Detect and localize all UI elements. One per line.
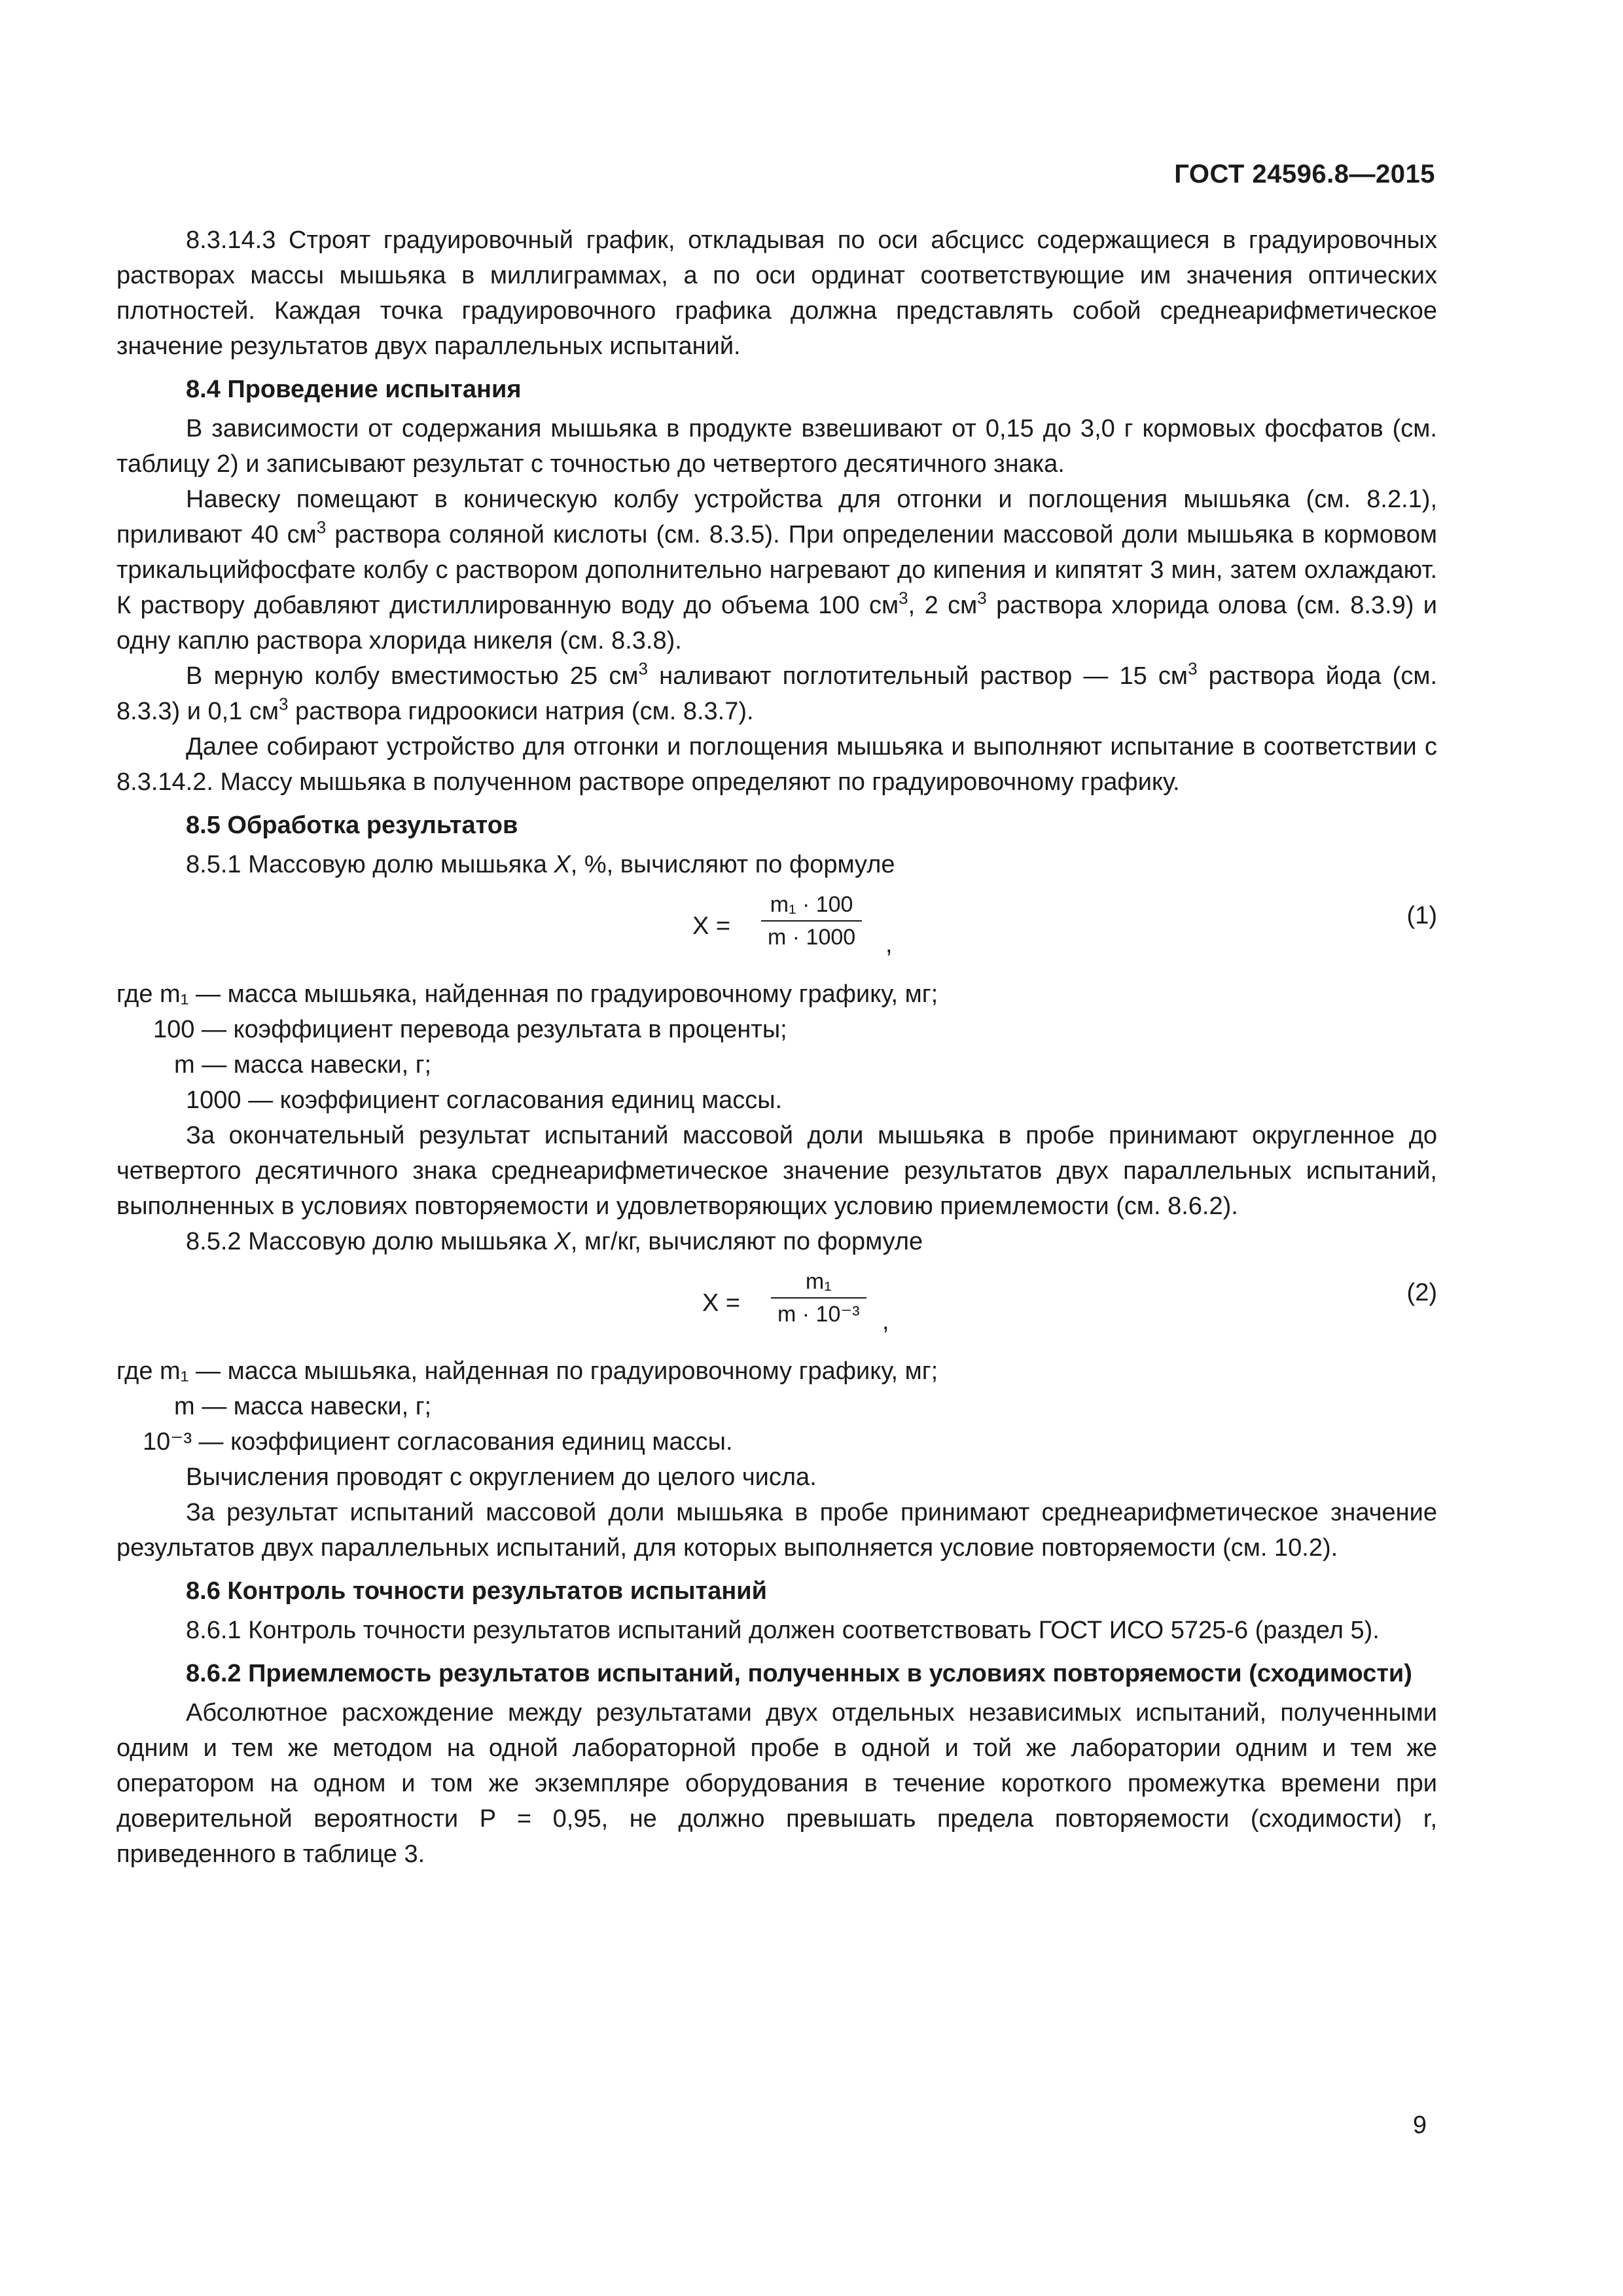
paragraph-8-3-14-3: 8.3.14.3 Строят градуировочный график, откладывая по оси абсцисс содержащиеся в градуировочных растворах массы мышьяка в миллиграммах, а по оси ординат соответствующие им значения оптических плотностей. Каждая точка градуировочного графика должна представлять собой среднеарифметическое значение результатов двух параллельных испытаний. <box>116 226 1437 360</box>
formula-1-denominator: m · 1000 <box>768 925 856 950</box>
where-2-10-3: 10⁻³ — коэффициент согласования единиц массы. <box>143 1428 733 1456</box>
formula-1 <box>116 889 1437 967</box>
standard-number: ГОСТ 24596.8—2015 <box>1174 160 1435 188</box>
paragraph-8-5-1: 8.5.1 Массовую долю мышьяка X, %, вычисляют по формуле <box>186 851 895 878</box>
page-content <box>116 223 1437 1872</box>
where-1-100: 100 — коэффициент перевода результата в проценты; <box>153 1016 787 1043</box>
formula-2-numerator: m₁ <box>805 1269 832 1294</box>
paragraph-8-5-2: 8.5.2 Массовую долю мышьяка X, мг/кг, вычисляют по формуле <box>186 1228 923 1255</box>
formula-2-number: (2) <box>1406 1279 1437 1306</box>
formula-1-comma: , <box>885 931 893 958</box>
paragraph-8-4-2: Навеску помещают в коническую колбу устройства для отгонки и поглощения мышьяка (см. 8.2.1), приливают 40 $см^3$ раствора соляной кислоты (см. 8.3.5). При определении массовой доли мышьяка в кормовом трикальцийфосфате колбу с раствором дополнительно нагревают до кипения и кипятят 3 мин, затем охлаждают. К раствору добавляют дистиллированную воду до объема 100 $см^3$, 2 $см^3$ раствора хлорида олова (см. 8.3.9) и одну каплю раствора хлорида никеля (см. 8.3.8). <box>116 486 1438 655</box>
formula-1-number: (1) <box>1406 902 1437 929</box>
heading-8-5: 8.5 Обработка результатов <box>186 812 518 839</box>
formula-2-comma: , <box>882 1308 889 1335</box>
paragraph-repeatability: Абсолютное расхождение между результатами двух отдельных независимых испытаний, полученными одним и тем же методом на одной лабораторной пробе в одной и той же лаборатории одним и тем же оператором на одном и том же экземпляре оборудования в течение короткого промежутка времени при доверительной вероятности P = 0,95, не должно превышать предела повторяемости (сходимости) r, приведенного в таблице 3. <box>116 1699 1437 1868</box>
paragraph-8-6-1: 8.6.1 Контроль точности результатов испытаний должен соответствовать ГОСТ ИСО 5725-6 (раздел 5). <box>186 1617 1380 1644</box>
paragraph-8-4-3: В мерную колбу вместимостью 25 $см^3$ наливают поглотительный раствор — 15 $см^3$ раствора йода (см. 8.3.3) и 0,1 $см^3$ раствора гидроокиси натрия (см. 8.3.7). <box>116 658 1438 725</box>
where-1-1000: 1000 — коэффициент согласования единиц массы. <box>186 1086 783 1114</box>
formula-2-fraction <box>771 1266 866 1330</box>
paragraph-8-4-4: Далее собирают устройство для отгонки и поглощения мышьяка и выполняют испытание в соответствии с 8.3.14.2. Массу мышьяка в полученном растворе определяют по градуировочному графику. <box>116 733 1437 796</box>
paragraph-8-4-1: В зависимости от содержания мышьяка в продукте взвешивают от 0,15 до 3,0 г кормовых фосфатов (см. таблицу 2) и записывают результат с точностью до четвертого десятичного знака. <box>116 415 1437 478</box>
paragraph-final-result-1: За окончательный результат испытаний массовой доли мышьяка в пробе принимают округленное до четвертого десятичного знака среднеарифметическое значение результатов двух параллельных испытаний, выполненных в условиях повторяемости и удовлетворяющих условию приемлемости (см. 8.6.2). <box>116 1122 1437 1220</box>
formula-1-fraction <box>761 889 862 953</box>
heading-8-6-2: 8.6.2 Приемлемость результатов испытаний, полученных в условиях повторяемости (сходимости) <box>186 1660 1412 1687</box>
heading-8-6: 8.6 Контроль точности результатов испытаний <box>186 1577 768 1605</box>
heading-8-4: 8.4 Проведение испытания <box>186 376 522 403</box>
formula-2-lhs: X = <box>702 1289 741 1317</box>
paragraph-rounding: Вычисления проводят с округлением до целого числа. <box>186 1463 817 1491</box>
formula-2 <box>116 1266 1437 1344</box>
formula-1-numerator: m₁ · 100 <box>770 892 853 917</box>
page-number: 9 <box>1412 2111 1427 2139</box>
where-2-m: m — масса навески, г; <box>174 1393 432 1420</box>
where-1-m: m — масса навески, г; <box>174 1051 432 1079</box>
paragraph-final-result-2: За результат испытаний массовой доли мышьяка в пробе принимают среднеарифметическое значение результатов двух параллельных испытаний, для которых выполняется условие повторяемости (см. 10.2). <box>116 1499 1437 1562</box>
formula-2-denominator: m · 10⁻³ <box>777 1302 860 1327</box>
where-1-m1: где m₁ — масса мышьяка, найденная по градуировочному графику, мг; <box>116 980 938 1008</box>
formula-1-lhs: X = <box>692 912 731 940</box>
where-2-m1: где m₁ — масса мышьяка, найденная по градуировочному графику, мг; <box>116 1357 938 1385</box>
